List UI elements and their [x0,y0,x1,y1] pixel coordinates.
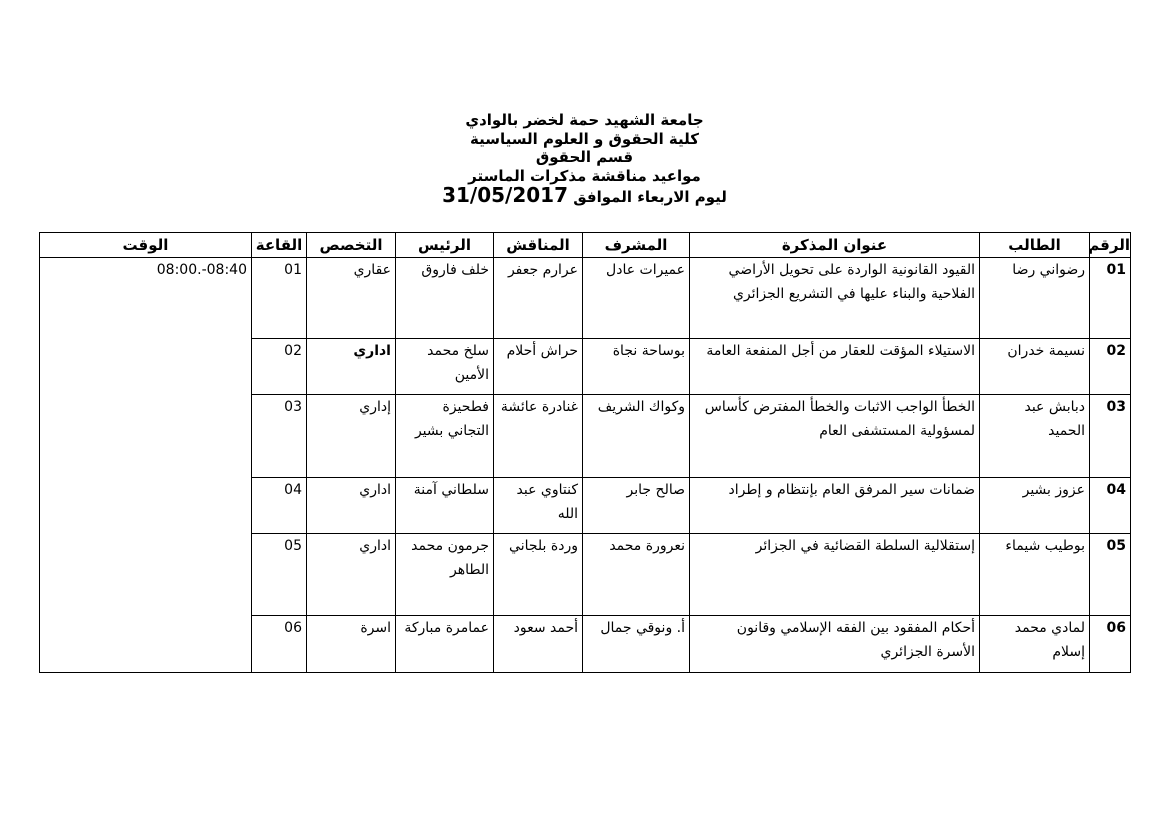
schedule-date: 31/05/2017 [442,183,569,207]
row-specialty: اداري [307,478,396,534]
table-row [40,258,1131,339]
row-examiner: أحمد سعود [494,616,583,673]
row-student: بوطيب شيماء [980,534,1090,616]
row-president: جرمون محمد الطاهر [396,534,494,616]
row-specialty: اسرة [307,616,396,673]
row-supervisor: وكواك الشريف [583,395,690,478]
schedule-day-line [0,185,1169,207]
row-examiner: حراش أحلام [494,339,583,395]
row-president: سلخ محمد الأمين [396,339,494,395]
row-student: عزوز بشير [980,478,1090,534]
row-president: فطحيزة التجاني بشير [396,395,494,478]
row-specialty: عقاري [307,258,396,339]
schedule-table [39,232,1131,673]
row-supervisor: أ. ونوقي جمال [583,616,690,673]
col-examiner: المناقش [494,233,583,258]
row-examiner: وردة بلجاني [494,534,583,616]
university-name: جامعة الشهيد حمة لخضر بالوادي [465,111,704,129]
row-examiner: عرارم جعفر [494,258,583,339]
col-time: الوقت [40,233,252,258]
table-header-row [40,233,1131,258]
row-student: لمادي محمد إسلام [980,616,1090,673]
row-thesis: الخطأ الواجب الاثبات والخطأ المفترض كأساس لمسؤولية المستشفى العام [690,395,980,478]
row-examiner: غنادرة عائشة [494,395,583,478]
faculty-name: كلية الحقوق و العلوم السياسية [470,129,699,148]
col-specialty: التخصص [307,233,396,258]
row-president: سلطاني آمنة [396,478,494,534]
row-specialty: اداري [307,534,396,616]
row-examiner: كنتاوي عبد الله [494,478,583,534]
row-supervisor: صالح جابر [583,478,690,534]
department-name: قسم الحقوق [535,148,634,166]
row-specialty: إداري [307,395,396,478]
col-num: الرقم [1090,233,1131,258]
row-num: 05 [1090,534,1131,616]
col-thesis: عنوان المذكرة [690,233,980,258]
row-student: رضواني رضا [980,258,1090,339]
row-hall: 03 [252,395,307,478]
row-num: 04 [1090,478,1131,534]
col-student: الطالب [980,233,1090,258]
day-label: ليوم الاربعاء الموافق [573,188,727,206]
row-thesis: إستقلالية السلطة القضائية في الجزائر [690,534,980,616]
row-student: دبابش عبد الحميد [980,395,1090,478]
row-hall: 01 [252,258,307,339]
schedule-title: مواعيد مناقشة مذكرات الماستر [468,166,701,185]
time-slot: 08:40-.08:00 [40,258,252,673]
row-thesis: أحكام المفقود بين الفقه الإسلامي وقانون الأسرة الجزائري [690,616,980,673]
row-hall: 04 [252,478,307,534]
row-president: خلف فاروق [396,258,494,339]
row-hall: 06 [252,616,307,673]
row-thesis: الاستيلاء المؤقت للعقار من أجل المنفعة العامة [690,339,980,395]
col-supervisor: المشرف [583,233,690,258]
row-hall: 05 [252,534,307,616]
row-specialty: اداري [307,339,396,395]
row-thesis: القيود القانونية الواردة على تحويل الأراضي الفلاحية والبناء عليها في التشريع الجزائري [690,258,980,339]
row-president: عمامرة مباركة [396,616,494,673]
document-header [0,111,1169,207]
row-num: 02 [1090,339,1131,395]
row-hall: 02 [252,339,307,395]
row-num: 01 [1090,258,1131,339]
col-president: الرئيس [396,233,494,258]
row-supervisor: نعرورة محمد [583,534,690,616]
row-num: 03 [1090,395,1131,478]
row-supervisor: عميرات عادل [583,258,690,339]
row-supervisor: بوساحة نجاة [583,339,690,395]
row-thesis: ضمانات سير المرفق العام بإنتظام و إطراد [690,478,980,534]
row-student: نسيمة خدران [980,339,1090,395]
row-num: 06 [1090,616,1131,673]
col-hall: القاعة [252,233,307,258]
